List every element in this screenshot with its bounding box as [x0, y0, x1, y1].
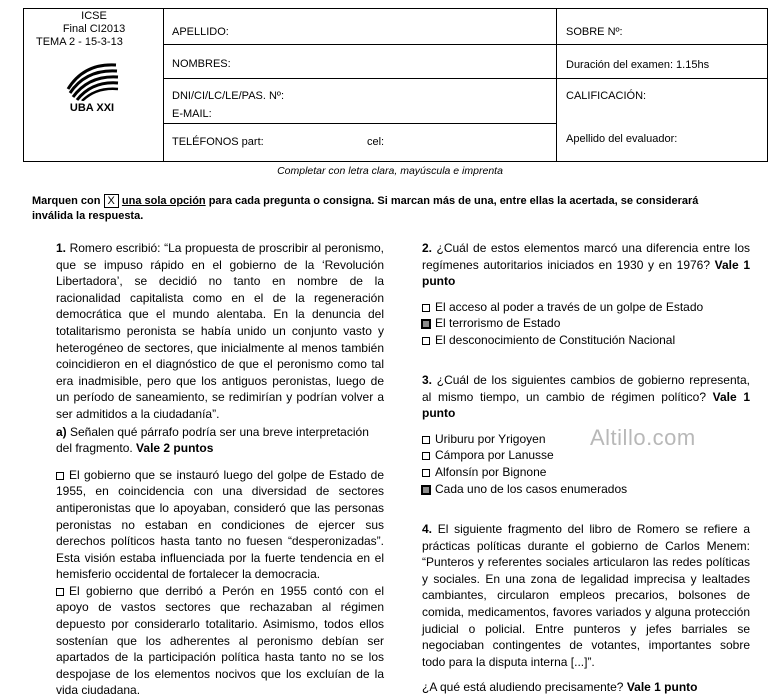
q3-number: 3.: [422, 373, 433, 387]
divider: [556, 9, 557, 161]
x-mark-icon: X: [104, 194, 119, 208]
q2-option-label: El acceso al poder a través de un golpe de Estado: [435, 299, 704, 314]
q1-text: [56, 240, 384, 423]
checkbox-icon[interactable]: [56, 588, 64, 596]
instructions-text: Marquen con: [32, 195, 104, 207]
exam-info: [34, 10, 154, 49]
instructions-underlined: una sola opción: [121, 195, 206, 207]
q2-question: ¿Cuál de estos elementos marcó una diferencia entre los regímenes autoritarios iniciados en 1930 y en 1976?: [422, 241, 750, 272]
calificacion-field[interactable]: CALIFICACIÓN:: [566, 90, 647, 102]
q2-number: 2.: [422, 241, 433, 255]
q2-option[interactable]: [422, 299, 750, 316]
q3-points: Vale 1 punto: [422, 389, 751, 421]
cel-field[interactable]: cel:: [367, 136, 385, 148]
checkbox-icon[interactable]: [422, 304, 430, 312]
q3-option[interactable]: [422, 447, 750, 464]
apellido-field[interactable]: APELLIDO:: [172, 26, 229, 38]
q1-points: Vale 2 puntos: [136, 441, 214, 456]
q3-option[interactable]: [422, 481, 750, 498]
q3-option[interactable]: [422, 431, 750, 448]
q3-option-label: Cámpora por Lanusse: [435, 448, 554, 463]
header-form: [23, 8, 768, 162]
q1-sub-text: Señalen qué párrafo podría ser una breve interpretación del fragmento.: [56, 424, 369, 456]
duracion-label: Duración del examen: 1.15hs: [566, 59, 710, 71]
exam-line: TEMA 2 - 15-3-13: [36, 36, 123, 48]
question-3: [422, 372, 750, 497]
q1-sub-label: a): [56, 424, 67, 439]
q2-option[interactable]: [422, 315, 750, 332]
q4-text: [422, 521, 750, 670]
q1-subquestion: [56, 424, 384, 457]
question-2: [422, 240, 750, 349]
q3-question: ¿Cuál de los siguientes cambios de gobierno representa, al mismo tiempo, un cambio de régimen político?: [422, 373, 750, 404]
q4-quote: El siguiente fragmento del libro de Romero se refiere a prácticas políticas durante el gobierno de Carlos Menem: “Punteros y referentes sociales articularon las redes políticas y sociales. En una zona de legalidad imprecisa y lealtades cambiantes, circularon empleos precarios, bolsones de comida, medicamentos, favores variados y alguna protección judicial o policial. Entre punteros y jefes barriales se negociaban contingentes de votantes, importantes sobre todo para la disputa interna [...]”.: [422, 522, 750, 669]
exam-line: ICSE: [81, 10, 107, 22]
instructions: [32, 194, 732, 224]
logo-text: UBA XXI: [69, 102, 115, 114]
checkbox-icon[interactable]: [56, 472, 64, 480]
q2-option-label: El desconocimiento de Constitución Nacional: [435, 332, 676, 347]
q3-option-label: Uriburu por Yrigoyen: [435, 431, 546, 446]
email-field[interactable]: E-MAIL:: [172, 108, 212, 120]
q1-option-a[interactable]: [56, 467, 384, 583]
question-1: [56, 240, 384, 699]
divider: [163, 78, 556, 79]
instructions-text: para cada pregunta o consigna. Si marcan más de una, entre ellas la acertada, se considerará inválida la respuesta.: [32, 195, 699, 222]
checkbox-icon[interactable]: [422, 436, 430, 444]
divider: [163, 123, 556, 124]
checkbox-icon[interactable]: [422, 337, 430, 345]
nombres-field[interactable]: NOMBRES:: [172, 58, 231, 70]
exam-line: Final CI2013: [62, 23, 126, 35]
question-4: [422, 521, 750, 696]
q4-points: Vale 1 punto: [626, 680, 698, 695]
dni-field[interactable]: DNI/CI/LC/LE/PAS. Nº:: [172, 90, 285, 102]
q1-number: 1.: [56, 241, 67, 255]
divider: [163, 44, 556, 45]
q4-question: [422, 679, 750, 696]
divider: [556, 78, 767, 79]
q3-option-label: Cada uno de los casos enumerados: [435, 481, 628, 496]
q2-points: Vale 1 punto: [422, 257, 750, 289]
q1-quote: Romero escribió: “La propuesta de proscribir al peronismo, que se impuso rápido en el gobierno de la ‘Revolución Libertadora’, se decidió no tanto en nombre de la racionalidad capitalista como en el de la regeneración democrática que el mundo alentaba. En la denuncia del totalitarismo peronista se había unido un conjunto vasto y heterogéneo de sectores, que inicialmente al menos también coincidieron en el diagnóstico de que el peronismo como tal era inadmisible, pero que los antiguos peronistas, luego de un período de saneamiento, se redimirían y podrían volver a ser admitidos a la ciudadanía”.: [56, 241, 384, 421]
q4-question-text: ¿A qué está aludiendo precisamente?: [422, 680, 627, 695]
q3-text: [422, 372, 750, 422]
q2-option[interactable]: [422, 332, 750, 349]
q3-option[interactable]: [422, 464, 750, 481]
q4-number: 4.: [422, 522, 433, 536]
sobre-field[interactable]: SOBRE Nº:: [566, 26, 623, 38]
checkbox-checked-icon[interactable]: [422, 486, 430, 494]
q2-option-label: El terrorismo de Estado: [435, 316, 561, 331]
telefonos-field[interactable]: TELÉFONOS part:: [172, 136, 264, 148]
checkbox-icon[interactable]: [422, 452, 430, 460]
form-note: Completar con letra clara, mayúscula e imprenta: [277, 165, 503, 177]
divider: [556, 44, 767, 45]
uba-logo-icon: [64, 59, 120, 101]
checkbox-checked-icon[interactable]: [422, 320, 430, 328]
q3-option-label: Alfonsín por Bignone: [435, 464, 547, 479]
q1-option-a-text: El gobierno que se instauró luego del golpe de Estado de 1955, en coincidencia con una diversidad de sectores antiperonistas que lo apoyaban, consideró que las personas peronistas no estaban en condiciones de ejercer sus derechos políticos hasta tanto no fuesen “desperonizadas”. Esta visión estaba influenciada por la fuerte tendencia en el hemisferio occidental de fortalecer la democracia.: [56, 467, 384, 582]
evaluador-field[interactable]: Apellido del evaluador:: [566, 133, 678, 145]
divider: [163, 9, 164, 161]
q1-option-b[interactable]: [56, 583, 384, 699]
q2-text: [422, 240, 750, 290]
q1-option-b-text: El gobierno que derribó a Perón en 1955 contó con el apoyo de vastos sectores que rechazaban al régimen depuesto por considerarlo totalitario. Asimismo, todos ellos sostenían que los adherentes al peronismo debían ser apartados de la participación política hasta tanto no se los despojase de los elementos nocivos que los excluían de la vida ciudadana.: [56, 583, 384, 698]
watermark: Altillo.com: [590, 425, 696, 450]
checkbox-icon[interactable]: [422, 469, 430, 477]
